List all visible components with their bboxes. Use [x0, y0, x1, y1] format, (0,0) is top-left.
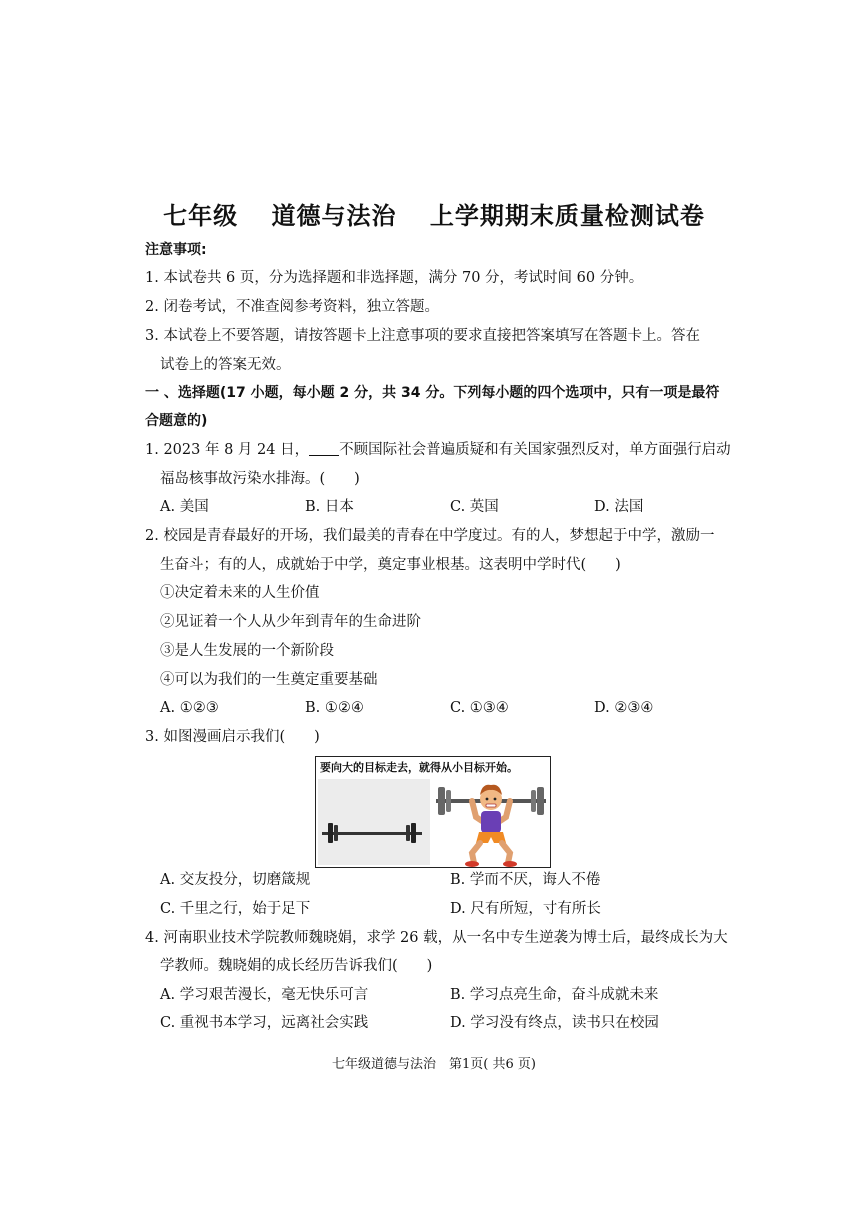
- question-3-option-d: D. 尺有所短，寸有所长: [450, 901, 601, 917]
- small-barbell-panel: [318, 779, 430, 865]
- section-heading-cont: 合题意的): [145, 413, 208, 429]
- question-2-option-a: A. ①②③: [160, 700, 219, 716]
- question-1-option-c: C. 英国: [450, 499, 499, 515]
- question-4-option-d: D. 学习没有终点，读书只在校园: [450, 1015, 659, 1031]
- question-3-option-c: C. 千里之行，始于足下: [160, 901, 311, 917]
- question-2-item: ③是人生发展的一个新阶段: [160, 643, 334, 659]
- weightlifter-icon: [432, 777, 550, 867]
- notice-heading: 注意事项:: [145, 242, 207, 258]
- notice-item: 2. 闭卷考试，不准查阅参考资料，独立答题。: [145, 299, 439, 315]
- exam-title: [0, 196, 868, 231]
- question-1-option-b: B. 日本: [305, 499, 354, 515]
- question-1-option-a: A. 美国: [160, 499, 209, 515]
- question-2-option-d: D. ②③④: [594, 700, 654, 716]
- question-3-option-b: B. 学而不厌，诲人不倦: [450, 872, 601, 888]
- question-1-option-d: D. 法国: [594, 499, 644, 515]
- question-3-stem: 3. 如图漫画启示我们( ): [145, 729, 320, 745]
- question-1-stem: [145, 440, 731, 460]
- question-4-stem: 4. 河南职业技术学院教师魏晓娟，求学 26 载，从一名中专生逆袭为博士后，最终成长为大: [145, 930, 728, 946]
- title-exam-name: 上学期期末质量检测试卷: [429, 202, 705, 230]
- question-2-item: ②见证着一个人从少年到青年的生命进阶: [160, 614, 421, 630]
- question-4-stem-line2: 学教师。魏晓娟的成长经历告诉我们( ): [160, 958, 433, 974]
- question-1-stem-pre: 1. 2023 年 8 月 24 日，: [145, 442, 310, 458]
- question-4-option-a: A. 学习艰苦漫长，毫无快乐可言: [160, 987, 369, 1003]
- title-subject: 道德与法治: [271, 202, 397, 230]
- section-heading: 一 、选择题(17 小题，每小题 2 分，共 34 分。下列每小题的四个选项中，只有一项是最符: [145, 385, 720, 401]
- question-4-option-b: B. 学习点亮生命，奋斗成就未来: [450, 987, 659, 1003]
- question-2-option-c: C. ①③④: [450, 700, 509, 716]
- notice-item: 试卷上的答案无效。: [160, 357, 291, 373]
- question-1-stem-post: 不顾国际社会普遍质疑和有关国家强烈反对，单方面强行启动: [339, 442, 731, 458]
- cartoon-caption: 要向大的目标走去，就得从小目标开始。: [320, 761, 518, 774]
- question-2-item: ①决定着未来的人生价值: [160, 585, 320, 601]
- answer-blank: [309, 441, 339, 456]
- question-2-stem-line2: 生奋斗；有的人，成就始于中学，奠定事业根基。这表明中学时代( ): [160, 557, 621, 573]
- question-2-stem: 2. 校园是青春最好的开场，我们最美的青春在中学度过。有的人，梦想起于中学，激励一: [145, 528, 715, 544]
- title-grade: 七年级: [163, 202, 239, 230]
- question-2-item: ④可以为我们的一生奠定重要基础: [160, 672, 378, 688]
- small-barbell-icon: [318, 779, 430, 865]
- question-2-option-b: B. ①②④: [305, 700, 364, 716]
- weightlifting-cartoon: [315, 756, 551, 868]
- question-4-option-c: C. 重视书本学习，远离社会实践: [160, 1015, 369, 1031]
- question-1-stem-line2: 福岛核事故污染水排海。( ): [160, 471, 360, 487]
- page-footer: 七年级道德与法治 第1页( 共6 页): [332, 1057, 536, 1072]
- notice-item: 3. 本试卷上不要答题，请按答题卡上注意事项的要求直接把答案填写在答题卡上。答在: [145, 328, 700, 344]
- question-3-option-a: A. 交友投分，切磨箴规: [160, 872, 311, 888]
- notice-item: 1. 本试卷共 6 页，分为选择题和非选择题，满分 70 分，考试时间 60 分钟。: [145, 270, 644, 286]
